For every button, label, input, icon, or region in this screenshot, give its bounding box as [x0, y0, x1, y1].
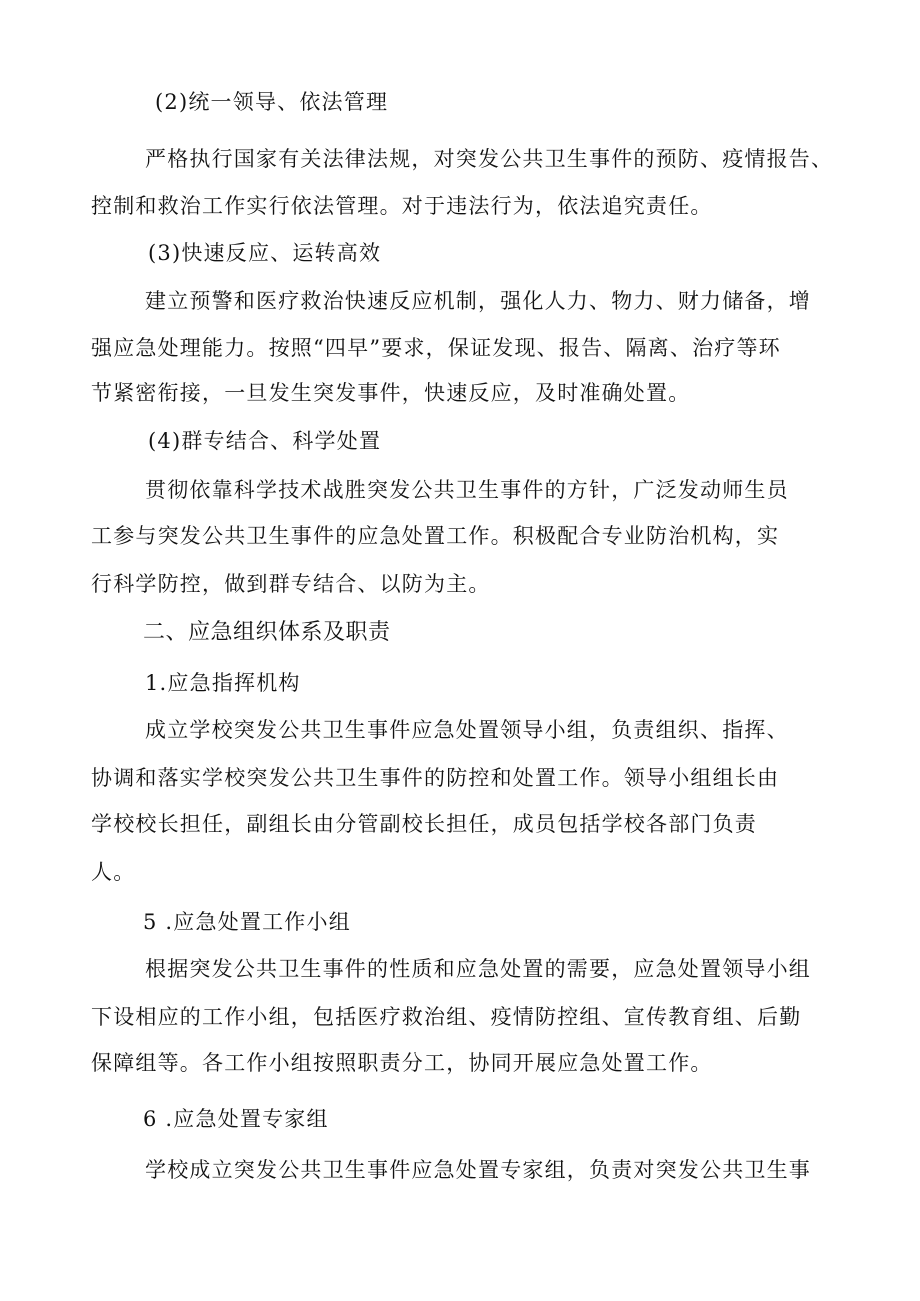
paragraph-line: 保障组等。各工作小组按照职责分工，协同开展应急处置工作。 [91, 1051, 713, 1075]
paragraph-line: 下设相应的工作小组，包括医疗救治组、疫情防控组、宣传教育组、后勤 [91, 1005, 802, 1029]
paragraph-line: 节紧密衔接，一旦发生突发事件，快速反应，及时准确处置。 [91, 381, 691, 405]
subheading-combination: (4)群专结合、科学处置 [148, 429, 382, 453]
paragraph-line: 人。 [91, 860, 136, 884]
paragraph-line: 根据突发公共卫生事件的性质和应急处置的需要，应急处置领导小组 [145, 957, 811, 981]
paragraph-line: 强应急处理能力。按照“四早”要求，保证发现、报告、隔离、治疗等环 [91, 336, 781, 360]
paragraph-line: 严格执行国家有关法律法规，对突发公共卫生事件的预防、疫情报告、 [145, 147, 834, 171]
paragraph-line: 学校校长担任，副组长由分管副校长担任，成员包括学校各部门负责 [91, 812, 757, 836]
paragraph-line: 贯彻依靠科学技术战胜突发公共卫生事件的方针，广泛发动师生员 [145, 478, 789, 502]
subheading-expert-group: 6 .应急处置专家组 [143, 1107, 329, 1131]
subheading-unified-leadership: (2)统一领导、依法管理 [155, 90, 389, 114]
subheading-working-groups: 5 .应急处置工作小组 [143, 910, 351, 934]
paragraph-line: 学校成立突发公共卫生事件应急处置专家组，负责对突发公共卫生事 [145, 1158, 811, 1182]
paragraph-line: 行科学防控，做到群专结合、以防为主。 [91, 572, 491, 596]
section-heading: 二、应急组织体系及职责 [143, 620, 391, 645]
paragraph-line: 控制和救治工作实行依法管理。对于违法行为，依法追究责任。 [91, 194, 713, 218]
paragraph-line: 建立预警和医疗救治快速反应机制，强化人力、物力、财力储备，增 [145, 289, 811, 313]
subheading-rapid-response: (3)快速反应、运转高效 [148, 241, 382, 265]
paragraph-line: 协调和落实学校突发公共卫生事件的防控和处置工作。领导小组组长由 [91, 766, 780, 790]
paragraph-line: 成立学校突发公共卫生事件应急处置领导小组，负责组织、指挥、 [145, 718, 789, 742]
paragraph-line: 工参与突发公共卫生事件的应急处置工作。积极配合专业防治机构，实 [91, 524, 780, 548]
subheading-command-structure: 1.应急指挥机构 [145, 671, 301, 695]
